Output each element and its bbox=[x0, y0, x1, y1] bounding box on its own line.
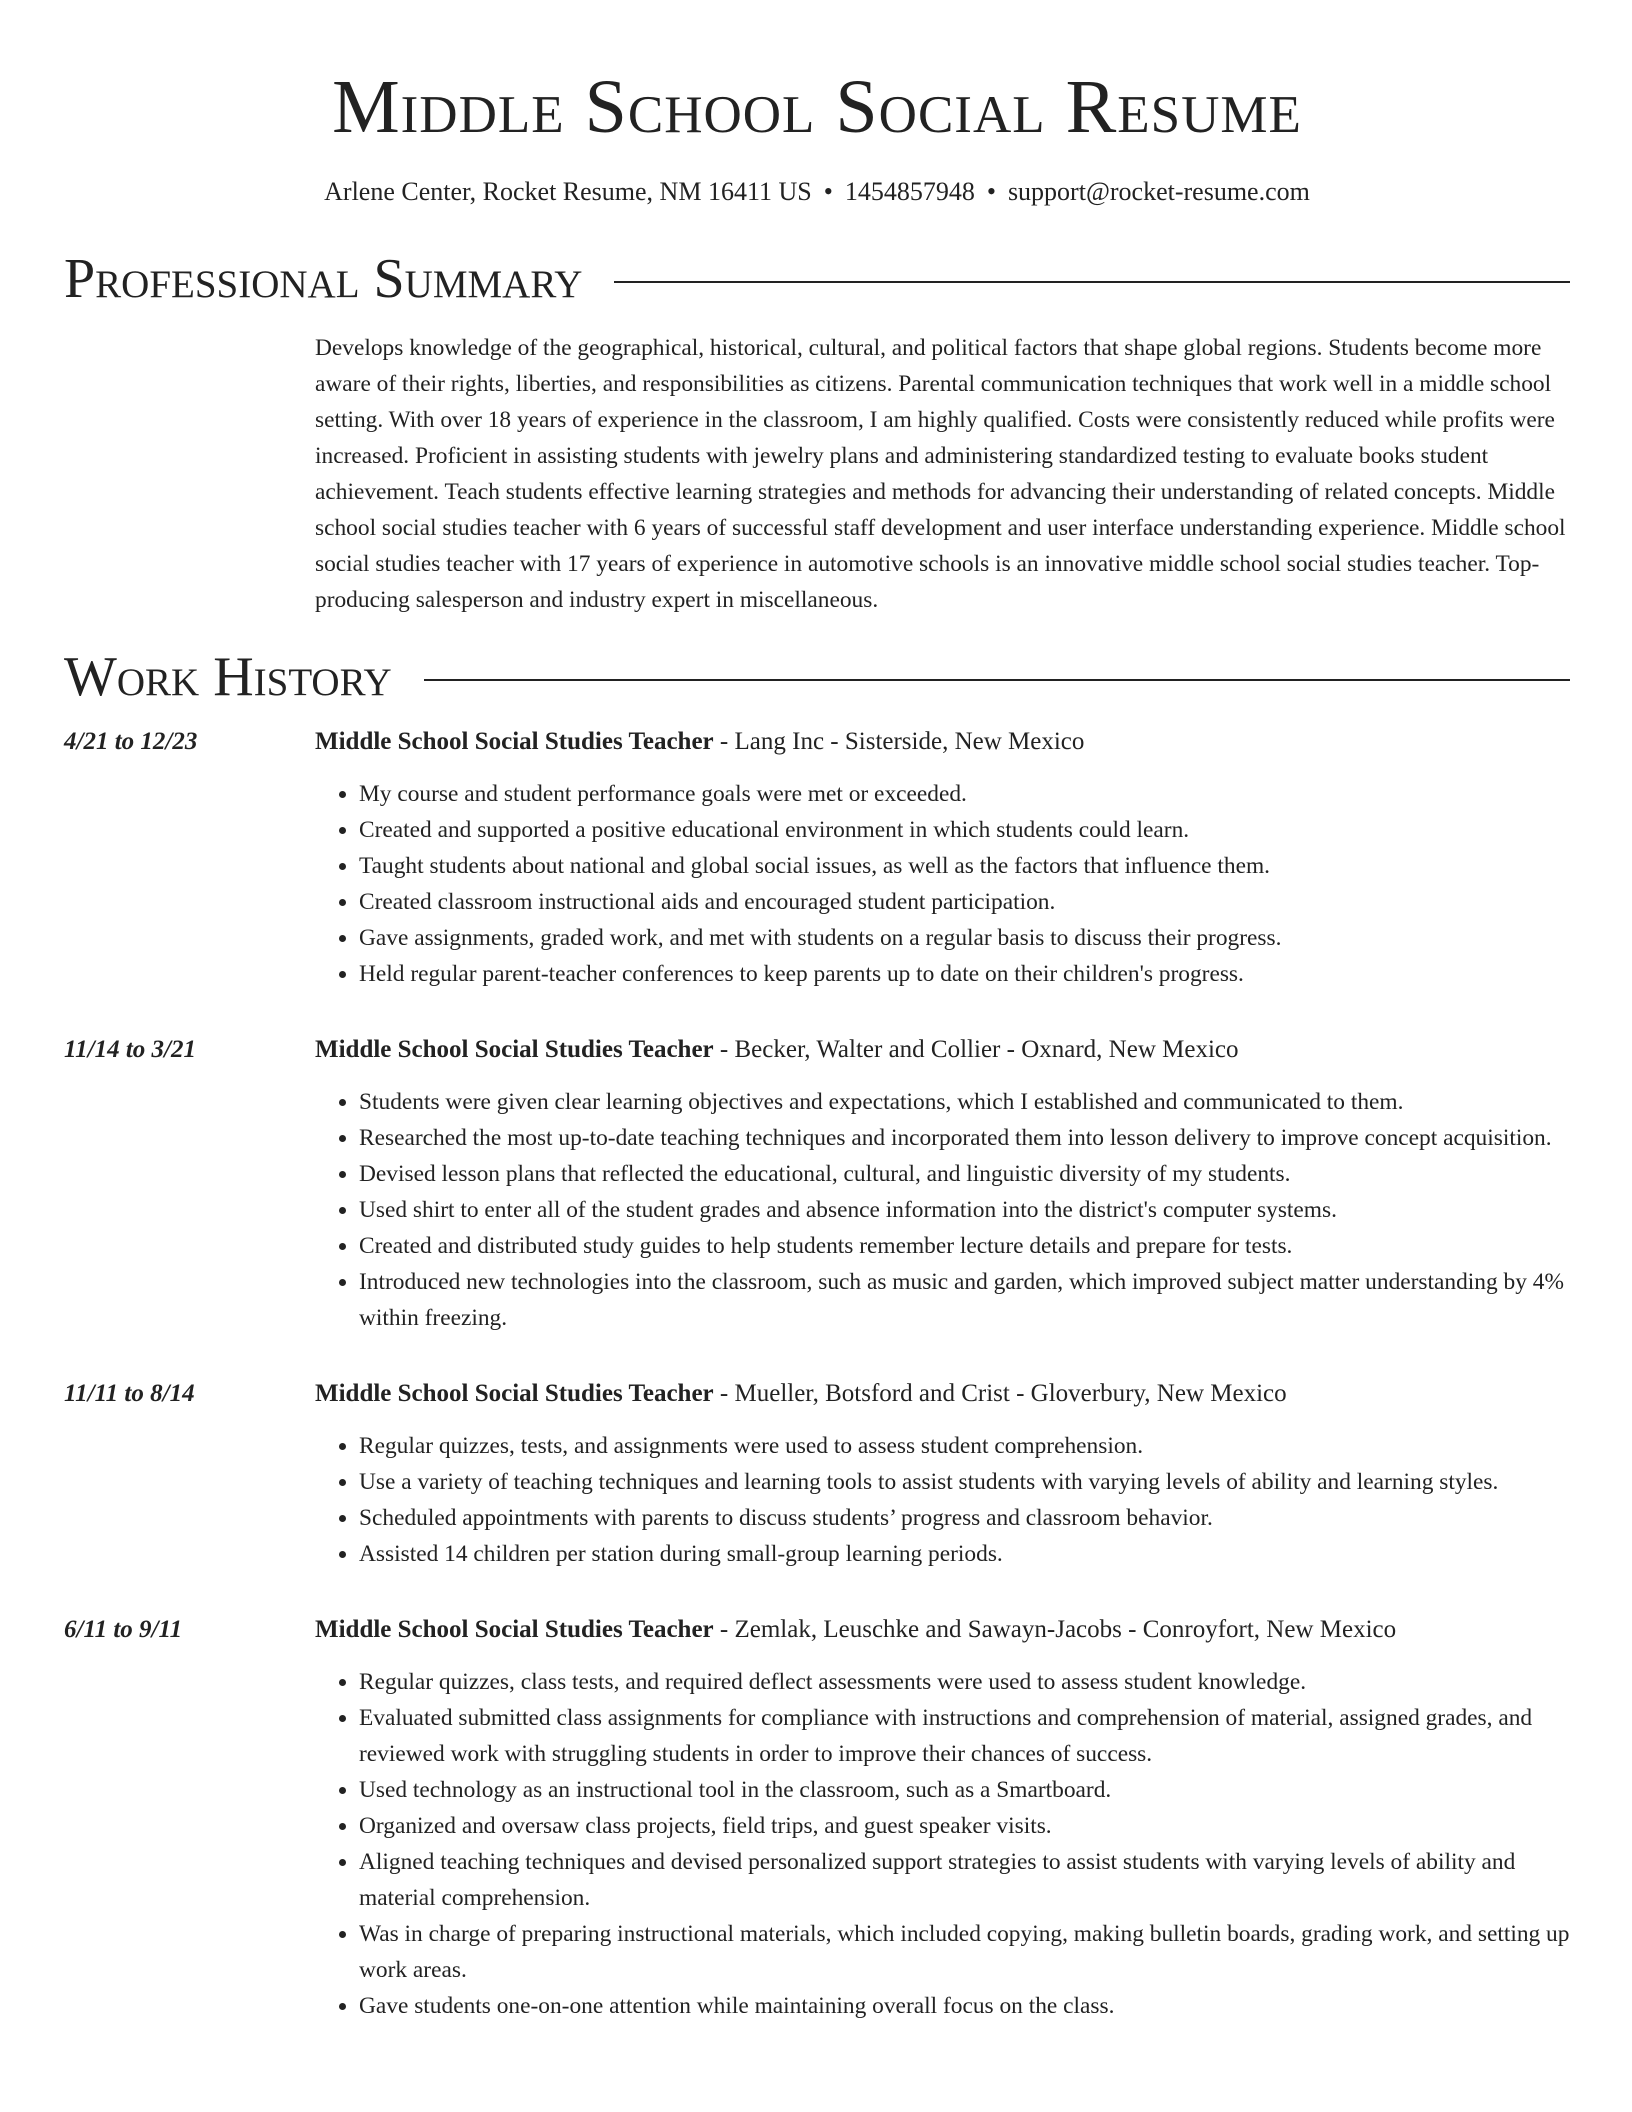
job-bullet: • Created classroom instructional aids and encouraged student participation. bbox=[359, 884, 1570, 920]
job-bullet: • Assisted 14 children per station during small-group learning periods. bbox=[359, 1536, 1570, 1572]
job-bullet: • Gave students one-on-one attention while maintaining overall focus on the class. bbox=[359, 1988, 1570, 2024]
job-dates: 11/11 to 8/14 bbox=[64, 1380, 195, 1407]
job-bullets bbox=[315, 776, 1570, 992]
resume-title: Middle School Social Resume bbox=[332, 65, 1302, 149]
job-title: Middle School Social Studies Teacher bbox=[315, 1036, 714, 1063]
job-bullet: • Organized and oversaw class projects, field trips, and guest speaker visits. bbox=[359, 1808, 1570, 1844]
job-bullets bbox=[315, 1428, 1570, 1572]
work-section-header bbox=[64, 644, 1570, 710]
job-bullet: • Used shirt to enter all of the student grades and absence information into the district's computer systems. bbox=[359, 1192, 1570, 1228]
job-bullet: • Researched the most up-to-date teaching techniques and incorporated them into lesson delivery to improve concept acquisition. bbox=[359, 1120, 1570, 1156]
job-bullet: • Introduced new technologies into the classroom, such as music and garden, which improved subject matter understanding by 4% within freezing. bbox=[359, 1264, 1570, 1336]
summary-text: Develops knowledge of the geographical, historical, cultural, and political factors that shape global regions. Students become more aware of their rights, liberties, and responsibilities as citizens. Parental communication techniques that work well in a middle school setting. With over 18 years of experience in the classroom, I am highly qualified. Costs were consistently reduced while profits were increased. Proficient in assisting students with jewelry plans and administering standardized testing to evaluate books student achievement. Teach students effective learning strategies and methods for advancing their understanding of related concepts. Middle school social studies teacher with 6 years of successful staff development and user interface understanding experience. Middle school social studies teacher with 17 years of experience in automotive schools is an innovative middle school social studies teacher. Top-producing salesperson and industry expert in miscellaneous. bbox=[315, 335, 1566, 613]
summary-section-header bbox=[64, 246, 1570, 312]
job-title: Middle School Social Studies Teacher bbox=[315, 1380, 714, 1407]
section-divider bbox=[614, 281, 1570, 283]
job-dates: 4/21 to 12/23 bbox=[64, 728, 198, 755]
job-body bbox=[315, 1376, 1570, 1572]
job-title: Middle School Social Studies Teacher bbox=[315, 1616, 714, 1643]
job-bullet: • Aligned teaching techniques and devised personalized support strategies to assist students with varying levels of ability and material comprehension. bbox=[359, 1844, 1570, 1916]
job-dates: 11/14 to 3/21 bbox=[64, 1036, 196, 1063]
summary-heading: Professional Summary bbox=[64, 248, 583, 310]
job-heading bbox=[315, 724, 1570, 760]
contact-separator: • bbox=[986, 177, 996, 206]
job-dates: 6/11 to 9/11 bbox=[64, 1616, 183, 1643]
job-employer-location: - Mueller, Botsford and Crist - Gloverbury, New Mexico bbox=[713, 1380, 1287, 1407]
job-bullet: • Created and supported a positive educational environment in which students could learn. bbox=[359, 812, 1570, 848]
job-bullet: • My course and student performance goals were met or exceeded. bbox=[359, 776, 1570, 812]
job-entry bbox=[64, 1032, 1570, 1336]
section-divider bbox=[424, 679, 1570, 681]
job-bullet: • Was in charge of preparing instructional materials, which included copying, making bulletin boards, grading work, and setting up work areas. bbox=[359, 1916, 1570, 1988]
job-body bbox=[315, 1612, 1570, 2024]
job-bullets bbox=[315, 1664, 1570, 2024]
job-entry bbox=[64, 1612, 1570, 2024]
job-entry bbox=[64, 724, 1570, 992]
job-employer-location: - Lang Inc - Sisterside, New Mexico bbox=[713, 728, 1085, 755]
work-heading: Work History bbox=[64, 646, 392, 708]
job-bullet: • Evaluated submitted class assignments for compliance with instructions and comprehension of material, assigned grades, and reviewed work with struggling students in order to improve their chances of success. bbox=[359, 1700, 1570, 1772]
job-employer-location: - Becker, Walter and Collier - Oxnard, New Mexico bbox=[713, 1036, 1239, 1063]
job-bullet: • Devised lesson plans that reflected the educational, cultural, and linguistic diversity of my students. bbox=[359, 1156, 1570, 1192]
job-body bbox=[315, 1032, 1570, 1336]
job-title: Middle School Social Studies Teacher bbox=[315, 728, 714, 755]
job-heading bbox=[315, 1032, 1570, 1068]
job-heading bbox=[315, 1376, 1570, 1412]
contact-line bbox=[64, 174, 1570, 210]
job-entry bbox=[64, 1376, 1570, 1572]
job-bullet: • Regular quizzes, class tests, and required deflect assessments were used to assess student knowledge. bbox=[359, 1664, 1570, 1700]
contact-separator: • bbox=[823, 177, 833, 206]
contact-address: Arlene Center, Rocket Resume, NM 16411 US bbox=[324, 177, 812, 206]
job-bullet: • Use a variety of teaching techniques and learning tools to assist students with varying levels of ability and learning styles. bbox=[359, 1464, 1570, 1500]
job-bullet: • Regular quizzes, tests, and assignments were used to assess student comprehension. bbox=[359, 1428, 1570, 1464]
job-bullet: • Students were given clear learning objectives and expectations, which I established and communicated to them. bbox=[359, 1084, 1570, 1120]
contact-email: support@rocket-resume.com bbox=[1007, 177, 1310, 206]
job-bullet: • Scheduled appointments with parents to discuss students’ progress and classroom behavior. bbox=[359, 1500, 1570, 1536]
job-bullet: • Taught students about national and global social issues, as well as the factors that influence them. bbox=[359, 848, 1570, 884]
job-heading bbox=[315, 1612, 1570, 1648]
job-bullet: • Held regular parent-teacher conferences to keep parents up to date on their children's progress. bbox=[359, 956, 1570, 992]
job-employer-location: - Zemlak, Leuschke and Sawayn-Jacobs - Conroyfort, New Mexico bbox=[713, 1616, 1397, 1643]
job-body bbox=[315, 724, 1570, 992]
job-bullet: • Used technology as an instructional tool in the classroom, such as a Smartboard. bbox=[359, 1772, 1570, 1808]
job-bullet: • Gave assignments, graded work, and met with students on a regular basis to discuss their progress. bbox=[359, 920, 1570, 956]
job-bullet: • Created and distributed study guides to help students remember lecture details and prepare for tests. bbox=[359, 1228, 1570, 1264]
contact-phone: 1454857948 bbox=[844, 177, 975, 206]
resume-page bbox=[64, 0, 1570, 2024]
job-bullets bbox=[315, 1084, 1570, 1336]
work-history-list bbox=[64, 724, 1570, 2024]
